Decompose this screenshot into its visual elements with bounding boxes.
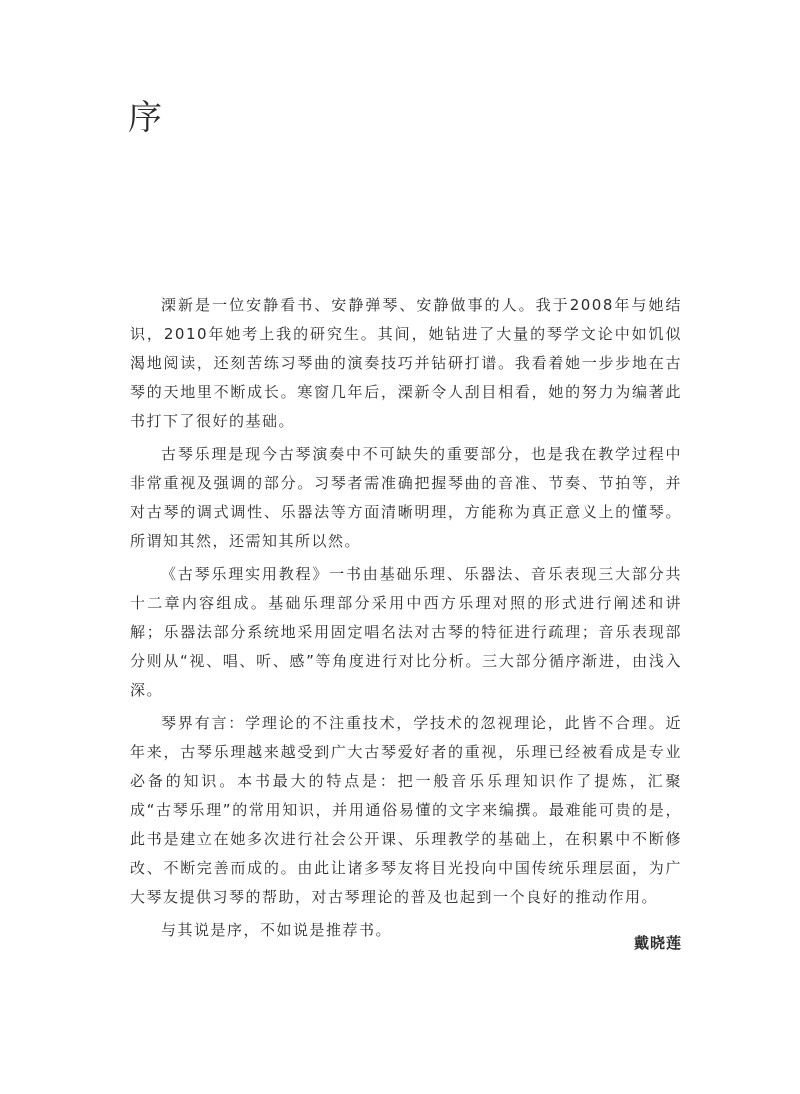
preface-body	[130, 291, 682, 949]
paragraph: 古琴乐理是现今古琴演奏中不可缺失的重要部分，也是我在教学过程中非常重视及强调的部分。习琴者需准确把握琴曲的音准、节奏、节拍等，并对古琴的调式调性、乐器法等方面清晰明理，方能称为真正意义上的懂琴。所谓知其然，还需知其所以然。	[130, 445, 682, 550]
paragraph: 与其说是序，不如说是推荐书。	[161, 921, 393, 939]
page-title: 序	[128, 98, 162, 138]
paragraph: 溧新是一位安静看书、安静弹琴、安静做事的人。我于2008年与她结识，2010年她考上我的研究生。其间，她钻进了大量的琴学文论中如饥似渴地阅读，还刻苦练习琴曲的演奏技巧并钻研打谱。我看着她一步步地在古琴的天地里不断成长。寒窗几年后，溧新令人刮目相看，她的努力为编著此书打下了很好的基础。	[130, 296, 682, 430]
paragraph: 琴界有言：学理论的不注重技术，学技术的忽视理论，此皆不合理。近年来，古琴乐理越来越受到广大古琴爱好者的重视，乐理已经被看成是专业必备的知识。本书最大的特点是：把一般音乐乐理知识作了提炼，汇聚成“古琴乐理”的常用知识，并用通俗易懂的文字来编撰。最难能可贵的是，此书是建立在她多次进行社会公开课、乐理教学的基础上，在积累中不断修改、不断完善而成的。由此让诸多琴友将目光投向中国传统乐理层面，为广大琴友提供习琴的帮助，对古琴理论的普及也起到一个良好的推动作用。	[130, 714, 682, 906]
paragraph: 《古琴乐理实用教程》一书由基础乐理、乐器法、音乐表现三大部分共十二章内容组成。基础乐理部分采用中西方乐理对照的形式进行阐述和讲解；乐器法部分系统地采用固定唱名法对古琴的特征进行疏理；音乐表现部分则从“视、唱、听、感”等角度进行对比分析。三大部分循序渐进，由浅入深。	[130, 565, 682, 699]
author-signature: 戴晓莲	[633, 934, 682, 952]
